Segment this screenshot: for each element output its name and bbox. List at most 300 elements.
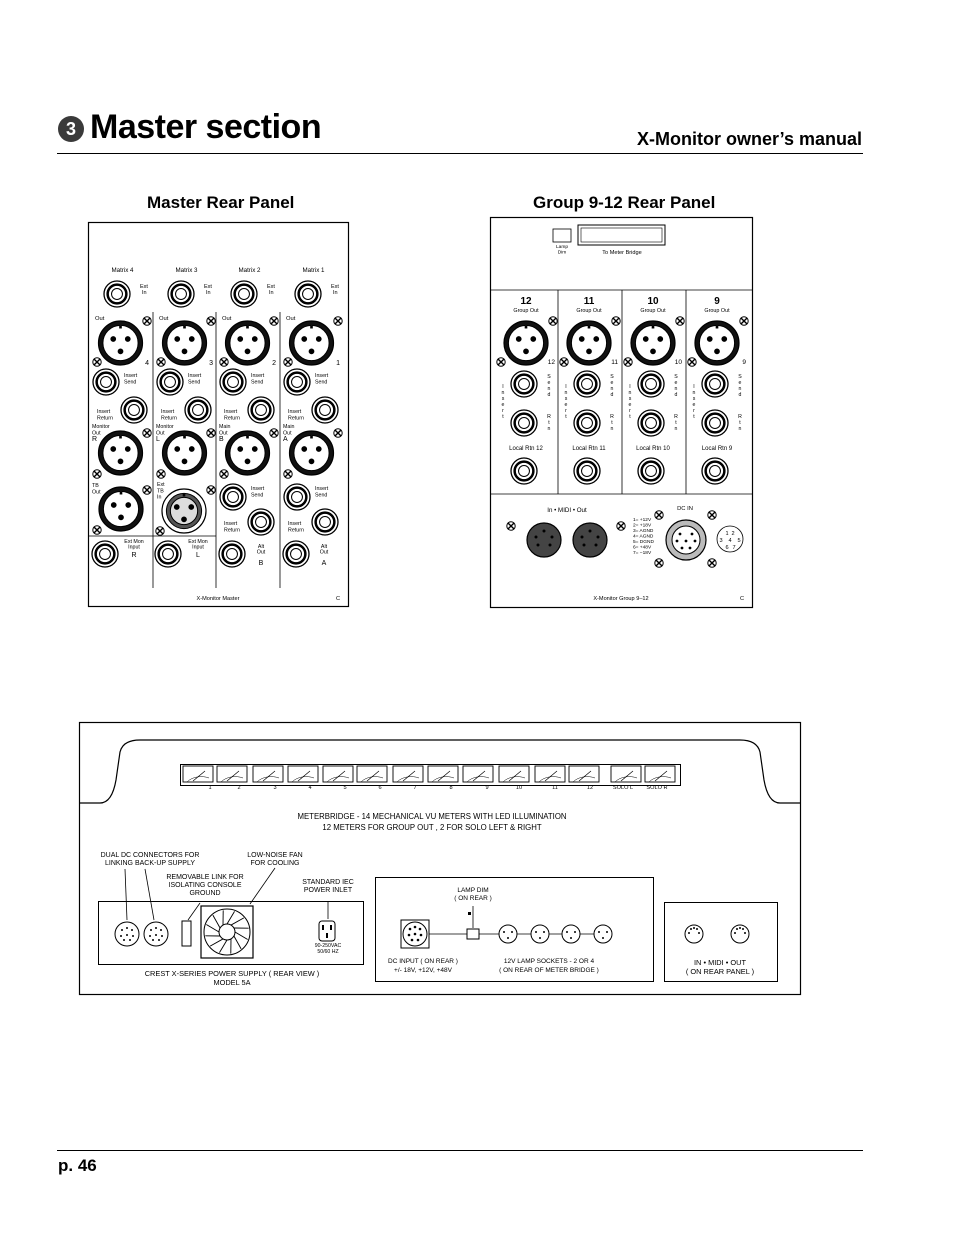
lamp-socket-pin	[602, 937, 604, 939]
insert-send-label: Insert	[188, 373, 202, 379]
send-letter: d	[738, 392, 742, 398]
rtn-letter: R	[674, 414, 678, 420]
alt-out-label: Alt	[320, 544, 328, 550]
meter-number: 6	[378, 785, 382, 791]
insert-letter: e	[628, 402, 632, 408]
jack-hole	[646, 379, 657, 390]
jack-hole	[582, 379, 593, 390]
vu-meter	[499, 766, 529, 782]
vu-meter	[611, 766, 641, 782]
matrix-label: Matrix 2	[238, 267, 261, 274]
pin-digit: 6	[725, 545, 729, 551]
jack-hole	[239, 289, 250, 300]
group-panel-drawing	[491, 218, 753, 608]
lamp-dim-label: Dim	[557, 250, 567, 256]
ext-in-label: Ext	[331, 284, 339, 290]
insert-send-label: Send	[315, 492, 328, 499]
insert-letter: I	[565, 384, 567, 390]
jack-hole	[256, 405, 267, 416]
iec-caption: POWER INLET	[303, 887, 353, 894]
jack-hole	[519, 379, 530, 390]
lamp-dim-switch	[553, 229, 571, 242]
xlr-pin	[118, 459, 124, 465]
lamp-socket-pin	[566, 931, 568, 933]
rtn-letter: t	[611, 420, 613, 426]
send-letter: n	[674, 386, 678, 392]
midi-socket-pin	[736, 928, 738, 930]
iec-pin	[326, 933, 328, 938]
lamp-socket-pin	[503, 931, 505, 933]
xlr-pin	[181, 517, 187, 523]
rtn-letter: n	[738, 426, 742, 432]
jack-hole	[710, 466, 721, 477]
meter-number: 1	[208, 785, 212, 791]
xlr-pin	[189, 446, 195, 452]
jack-hole	[112, 289, 123, 300]
vu-meter	[253, 766, 283, 782]
out-label: Out	[286, 316, 296, 322]
xlr-pin	[301, 446, 307, 452]
xlr-pin	[301, 336, 307, 342]
dc-pin	[161, 935, 163, 937]
midi-socket-pin	[744, 932, 746, 934]
channel-number: 2	[272, 360, 276, 367]
xlr-pin	[316, 446, 322, 452]
vu-meter	[535, 766, 565, 782]
dc-pin	[150, 929, 152, 931]
group-channel-number: 9	[742, 359, 746, 366]
vu-meter	[428, 766, 458, 782]
pinout-line: 2= +18V	[633, 523, 652, 529]
pinout-line: 4= AGND	[633, 534, 654, 540]
insert-letter: e	[501, 402, 505, 408]
xlr-pin	[110, 336, 116, 342]
meterbridge-caption: METERBRIDGE - 14 MECHANICAL VU METERS WITH LED ILLUMINATION	[297, 812, 567, 821]
insert-send-label: Insert	[124, 373, 138, 379]
xlr-pin	[252, 446, 258, 452]
din-pin	[597, 536, 600, 539]
xlr-pin	[643, 336, 649, 342]
jack-hole	[228, 377, 239, 388]
alt-out-label: Out	[319, 549, 329, 556]
meterbridge-diagram	[80, 723, 801, 995]
power-supply-caption: MODEL 5A	[213, 978, 251, 987]
dc-pin	[155, 934, 157, 936]
xlr-pin	[125, 336, 131, 342]
xlr-pin	[174, 336, 180, 342]
xlr-pin	[650, 349, 656, 355]
xlr-face	[294, 435, 329, 470]
jack-hole	[129, 405, 140, 416]
xlr-pin	[174, 446, 180, 452]
output-label: Out	[219, 430, 228, 437]
xlr-face	[294, 325, 329, 360]
matrix-label: Matrix 1	[302, 267, 325, 274]
vu-meter	[393, 766, 423, 782]
din-pin	[543, 530, 546, 533]
vu-meter	[288, 766, 318, 782]
insert-send-label: Send	[251, 492, 264, 499]
pin-digit: 2	[731, 531, 735, 537]
dual-dc-caption: DUAL DC CONNECTORS FOR	[100, 852, 200, 859]
tb-out-label: TB	[92, 483, 99, 489]
xlr-pin	[118, 349, 124, 355]
ext-in-label: In	[142, 290, 147, 296]
xlr-pin	[174, 504, 180, 510]
lamp-socket-pin	[539, 937, 541, 939]
xlr-pin	[579, 336, 585, 342]
insert-letter: t	[502, 414, 504, 420]
xlr-key	[588, 326, 591, 329]
insert-return-label: Return	[97, 415, 113, 422]
send-letter: e	[738, 380, 742, 386]
xlr-pin	[182, 349, 188, 355]
dual-dc-caption: LINKING BACK-UP SUPPLY	[105, 860, 195, 867]
send-letter: d	[547, 392, 551, 398]
group-number: 12	[520, 296, 532, 307]
jack-hole	[320, 517, 331, 528]
dc-pin	[123, 939, 125, 941]
insert-letter: n	[692, 390, 696, 396]
send-letter: d	[674, 392, 678, 398]
output-label: Monitor	[92, 424, 110, 430]
insert-letter: r	[693, 408, 695, 414]
xlr-face	[230, 435, 265, 470]
lamp-socket	[562, 925, 580, 943]
fan-hub	[219, 924, 235, 940]
xlr-pin	[188, 504, 194, 510]
midi-socket-pin	[688, 932, 690, 934]
lamp-dim-block	[467, 929, 479, 939]
dc-input-pin	[414, 933, 417, 936]
ext-mon-input-label: Ext Mon	[124, 539, 144, 545]
midi-socket-pin	[698, 932, 700, 934]
group-channel-number: 12	[547, 359, 555, 366]
xlr-pin	[237, 446, 243, 452]
xlr-pin	[523, 349, 529, 355]
ext-in-label: Ext	[267, 284, 275, 290]
xlr-pin	[110, 446, 116, 452]
tb-out-label: Out	[92, 489, 101, 496]
xlr-key	[310, 326, 313, 329]
dc-pin	[126, 934, 128, 936]
ext-in-label: Ext	[204, 284, 212, 290]
jack-hole	[303, 289, 314, 300]
out-label: Out	[222, 316, 232, 322]
iec-caption: STANDARD IEC	[302, 879, 354, 886]
xlr-pin	[245, 459, 251, 465]
dc-pin	[689, 547, 692, 550]
lamp-socket	[594, 925, 612, 943]
xlr-pin	[593, 336, 599, 342]
lamp-sockets-caption: 12V LAMP SOCKETS - 2 OR 4	[503, 958, 595, 965]
send-letter: S	[674, 374, 678, 380]
midi-socket-pin	[693, 927, 695, 929]
jack-hole	[519, 466, 530, 477]
xlr-key	[310, 436, 313, 439]
output-label: Out	[92, 430, 101, 437]
lamp-sockets-caption: ( ON REAR OF METER BRIDGE )	[499, 967, 599, 974]
insert-send-label: Send	[251, 379, 264, 386]
jack-hole	[165, 377, 176, 388]
xlr-face	[571, 325, 606, 360]
xlr-pin	[657, 336, 663, 342]
output-label: Out	[156, 430, 165, 437]
group-out-label: Group Out	[640, 308, 666, 314]
footer-rule	[57, 1150, 863, 1151]
dc-input-pin	[411, 939, 414, 942]
pinout-line: 7= −18V	[633, 551, 652, 556]
jack-hole	[227, 549, 238, 560]
lamp-socket-pin	[574, 931, 576, 933]
insert-send-label: Insert	[315, 486, 329, 492]
removable-link-caption: REMOVABLE LINK FOR	[166, 874, 244, 881]
xlr-face	[167, 325, 202, 360]
rtn-letter: n	[674, 426, 678, 432]
insert-letter: r	[629, 408, 631, 414]
xlr-pin	[309, 459, 315, 465]
midi-socket-pin	[742, 928, 744, 930]
dc-input-pin	[419, 928, 422, 931]
meter-number: 11	[552, 785, 558, 791]
vu-meter	[217, 766, 247, 782]
midi-caption: ( ON REAR PANEL )	[685, 967, 755, 976]
din-pin	[537, 544, 540, 547]
pin-digit: 5	[737, 538, 741, 544]
lamp-socket	[499, 925, 517, 943]
din-pin	[549, 544, 552, 547]
insert-letter: n	[628, 390, 632, 396]
dc-pin	[126, 927, 128, 929]
send-letter: e	[674, 380, 678, 386]
rtn-letter: R	[610, 414, 614, 420]
output-label: Main	[219, 424, 231, 430]
meter-number: 7	[413, 785, 417, 791]
jack-hole	[291, 549, 302, 560]
insert-send-label: Send	[188, 379, 201, 386]
jack-hole	[519, 418, 530, 429]
midi-socket-pin	[739, 927, 741, 929]
insert-return-label: Insert	[288, 521, 302, 527]
xlr-pin	[189, 336, 195, 342]
pin-digit: 7	[732, 545, 736, 551]
lamp-dim-contact	[468, 912, 471, 915]
dc-pin	[681, 547, 684, 550]
insert-send-label: Insert	[251, 373, 265, 379]
midi-caption: IN • MIDI • OUT	[694, 958, 746, 967]
group-panel-footer: X-Monitor Group 9–12	[593, 596, 649, 602]
din-pin	[583, 544, 586, 547]
pinout-line: 6= +48V	[633, 545, 652, 551]
send-letter: S	[610, 374, 614, 380]
group-panel-corner: C	[739, 596, 745, 602]
meter-number: SOLO L	[612, 785, 634, 791]
channel-number: 3	[209, 360, 213, 367]
alt-out-label: Alt	[257, 544, 265, 550]
dc-input-pin	[420, 934, 423, 937]
page-number: p. 46	[58, 1156, 97, 1175]
jack-hole	[176, 289, 187, 300]
vu-meter	[569, 766, 599, 782]
vu-meter	[183, 766, 213, 782]
send-letter: n	[738, 386, 742, 392]
midi-din-connector	[573, 523, 607, 557]
send-letter: S	[738, 374, 742, 380]
xlr-key	[183, 436, 186, 439]
ext-in-label: Ext	[140, 284, 148, 290]
insert-return-label: Return	[288, 415, 304, 422]
group-panel-title: Group 9-12 Rear Panel	[533, 193, 716, 212]
insert-letter: e	[564, 402, 568, 408]
jack-hole	[320, 405, 331, 416]
out-label: Out	[159, 316, 169, 322]
alt-out-label: Out	[256, 549, 266, 556]
xlr-pin	[707, 336, 713, 342]
ext-tb-in-label: Ext	[157, 482, 165, 488]
xlr-pin	[316, 336, 322, 342]
fan-caption: FOR COOLING	[250, 860, 300, 867]
group-number: 9	[714, 296, 720, 307]
meterbridge-caption: 12 METERS FOR GROUP OUT , 2 FOR SOLO LEFT & RIGHT	[322, 823, 542, 832]
pin-digit: 3	[719, 538, 723, 544]
insert-return-label: Insert	[224, 521, 238, 527]
group-number: 11	[583, 296, 595, 307]
xlr-pin	[530, 336, 536, 342]
dc-input-caption: +/- 18V, +12V, +48V	[394, 967, 452, 974]
chapter-number-badge: 3	[58, 116, 84, 142]
insert-letter: n	[501, 390, 505, 396]
group-channel-number: 11	[611, 359, 618, 366]
dc-pin	[679, 533, 682, 536]
jack-hole	[292, 492, 303, 503]
xlr-key	[183, 326, 186, 329]
ext-in-label: In	[206, 290, 211, 296]
master-panel-title: Master Rear Panel	[147, 193, 295, 212]
iec-pin	[322, 925, 324, 930]
rtn-letter: R	[547, 414, 551, 420]
meter-number: 12	[586, 785, 594, 791]
local-rtn-label: Local Rtn 12	[509, 446, 543, 452]
meter-number: 10	[515, 785, 523, 791]
insert-letter: r	[565, 408, 567, 414]
jack-hole	[256, 517, 267, 528]
rtn-letter: n	[610, 426, 614, 432]
pinout-line: 5= DGND	[633, 540, 654, 545]
removable-link-caption: GROUND	[189, 890, 221, 897]
dc-input-pin	[409, 928, 412, 931]
insert-return-label: Insert	[288, 409, 302, 415]
manual-title: X-Monitor owner’s manual	[636, 129, 862, 149]
din-pin	[581, 536, 584, 539]
xlr-key	[119, 436, 122, 439]
vu-meter	[357, 766, 387, 782]
rtn-letter: t	[675, 420, 677, 426]
dc-pin	[694, 540, 697, 543]
xlr-pin	[125, 502, 131, 508]
xlr-pin	[118, 515, 124, 521]
insert-letter: t	[629, 414, 631, 420]
midi-label: In • MIDI • Out	[547, 507, 587, 514]
xlr-face	[103, 491, 138, 526]
insert-letter: s	[564, 396, 568, 402]
jack-hole	[582, 466, 593, 477]
send-letter: n	[610, 386, 614, 392]
insert-letter: t	[565, 414, 567, 420]
din-pin	[551, 536, 554, 539]
xlr-pin	[237, 336, 243, 342]
xlr-key	[652, 326, 655, 329]
dc-in-label: DC IN	[677, 506, 693, 512]
dc-pin	[158, 939, 160, 941]
xlr-face	[508, 325, 543, 360]
dc-pin	[129, 939, 131, 941]
jack-hole	[646, 466, 657, 477]
power-supply-caption: CREST X-SERIES POWER SUPPLY ( REAR VIEW )	[144, 969, 320, 978]
insert-send-label: Insert	[251, 486, 265, 492]
xlr-pin	[586, 349, 592, 355]
jack-hole	[292, 377, 303, 388]
dc-pin	[152, 939, 154, 941]
dc-pin	[691, 533, 694, 536]
insert-letter: s	[501, 396, 505, 402]
channel-number: 4	[145, 360, 149, 367]
group-number: 10	[647, 296, 659, 307]
side-label: R	[92, 436, 98, 443]
insert-letter: s	[628, 396, 632, 402]
jack-hole	[193, 405, 204, 416]
rtn-letter: t	[739, 420, 741, 426]
group-channel-number: 10	[674, 359, 682, 366]
insert-letter: t	[693, 414, 695, 420]
insert-return-label: Insert	[224, 409, 238, 415]
ext-mon-input-label: Input	[128, 544, 140, 551]
xlr-face	[103, 325, 138, 360]
insert-return-label: Return	[224, 527, 240, 534]
rtn-letter: n	[547, 426, 551, 432]
xlr-face	[103, 435, 138, 470]
removable-link-caption: ISOLATING CONSOLE	[168, 882, 242, 889]
meter-number: 9	[485, 785, 489, 791]
meter-number: SOLO R	[646, 785, 668, 791]
xlr-pin	[245, 349, 251, 355]
insert-letter: I	[629, 384, 631, 390]
dc-pin	[120, 935, 122, 937]
insert-letter: I	[502, 384, 504, 390]
insert-return-label: Return	[288, 527, 304, 534]
local-rtn-label: Local Rtn 9	[701, 446, 733, 452]
lamp-socket-pin	[535, 931, 537, 933]
jack-hole	[710, 418, 721, 429]
insert-letter: I	[693, 384, 695, 390]
matrix-label: Matrix 4	[111, 267, 134, 274]
jack-hole	[100, 549, 111, 560]
vu-meter	[645, 766, 675, 782]
iec-rating: 90-250VAC	[314, 943, 342, 949]
jack-hole	[710, 379, 721, 390]
xlr-pin	[125, 446, 131, 452]
din-pin	[535, 536, 538, 539]
output-label: Monitor	[156, 424, 174, 430]
jack-hole	[228, 492, 239, 503]
xlr-key	[246, 436, 249, 439]
group-out-label: Group Out	[513, 308, 539, 314]
side-label: L	[156, 436, 160, 443]
out-label: Out	[95, 316, 105, 322]
group-out-label: Group Out	[576, 308, 602, 314]
midi-socket-pin	[734, 932, 736, 934]
rtn-letter: R	[738, 414, 742, 420]
meter-number: 5	[343, 785, 347, 791]
